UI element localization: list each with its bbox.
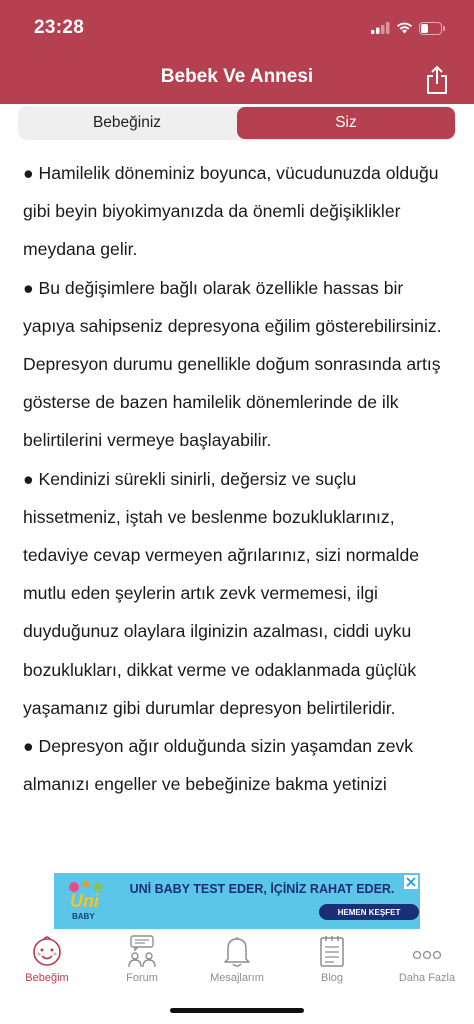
tab-label: Daha Fazla (398, 972, 456, 984)
ad-banner[interactable] (54, 873, 420, 929)
tab-daha-fazla[interactable] (380, 930, 474, 990)
segmented-control (18, 106, 456, 140)
tab-label: Mesajlarım (210, 972, 264, 984)
bell-icon (222, 934, 252, 968)
article-paragraph: ● Kendinizi sürekli sinirli, değersiz ve suçlu hissetmeniz, iştah ve beslenme bozukluklarınız, tedaviye cevap vermeyen ağrılarınız, sizi normalde mutlu eden şeylerin artık zevk vermemesi, ilgi duyduğunuz olaylara ilginizin azalması, ciddi uyku bozuklukları, dikkat verme ve odaklanmada güçlük yaşamanız gibi durumlar depresyon belirtileridir. (23, 468, 420, 718)
share-icon (425, 65, 449, 95)
forum-people-icon (126, 934, 158, 968)
tab-label: Forum (126, 972, 158, 984)
tab-mesajlarim[interactable] (190, 930, 284, 990)
status-time: 23:28 (34, 17, 85, 38)
wifi-icon (396, 22, 413, 34)
ad-logo (60, 879, 110, 923)
article-paragraph: ● Bu değişimlere bağlı olarak özellikle hassas bir yapıya sahipseniz depresyona eğilim gösterebilirsiniz. Depresyon durumu genellikle doğum sonrasında artış gösterse de bazen hamilelik dönemlerinde de ilk belirtilerini vermeye başlayabilir. (23, 277, 442, 451)
tab-label: Bebeğim (25, 972, 69, 984)
tab-blog[interactable] (285, 930, 379, 990)
article-paragraph: ● Depresyon ağır olduğunda sizin yaşamdan zevk almanızı engeller ve bebeğinize bakma yetinizi (23, 736, 414, 795)
page-title: Bebek Ve Annesi (160, 66, 314, 87)
status-icons (371, 20, 446, 36)
tab-label: Blog (320, 972, 344, 984)
segment-siz[interactable]: Siz (237, 107, 455, 139)
article-paragraph: ● Hamilelik döneminiz boyunca, vücudunuzda olduğu gibi beyin biyokimyanızda da önemli değişiklikler meydana gelir. (23, 163, 439, 260)
tab-bebegim[interactable] (0, 930, 94, 990)
notepad-icon (318, 934, 346, 968)
more-dots-icon (412, 948, 442, 962)
cellular-signal-icon (371, 22, 390, 34)
battery-icon (419, 22, 446, 35)
ad-cta-button[interactable]: HEMEN KEŞFET (319, 904, 419, 920)
ad-close-button[interactable] (404, 875, 418, 889)
app-header (0, 0, 474, 104)
tab-forum[interactable] (95, 930, 189, 990)
segment-bebeginiz[interactable]: Bebeğiniz (92, 114, 162, 131)
status-bar (0, 0, 474, 54)
home-indicator[interactable] (170, 1008, 304, 1013)
share-button[interactable] (422, 63, 452, 97)
article-content[interactable] (23, 154, 453, 872)
ad-headline: UNİ BABY TEST EDER, İÇİNİZ RAHAT EDER. (129, 882, 395, 896)
close-icon (406, 877, 416, 887)
ad-logo-subtext: BABY (72, 912, 95, 921)
baby-face-icon (30, 934, 64, 968)
ad-logo-text: Uni (70, 891, 99, 911)
